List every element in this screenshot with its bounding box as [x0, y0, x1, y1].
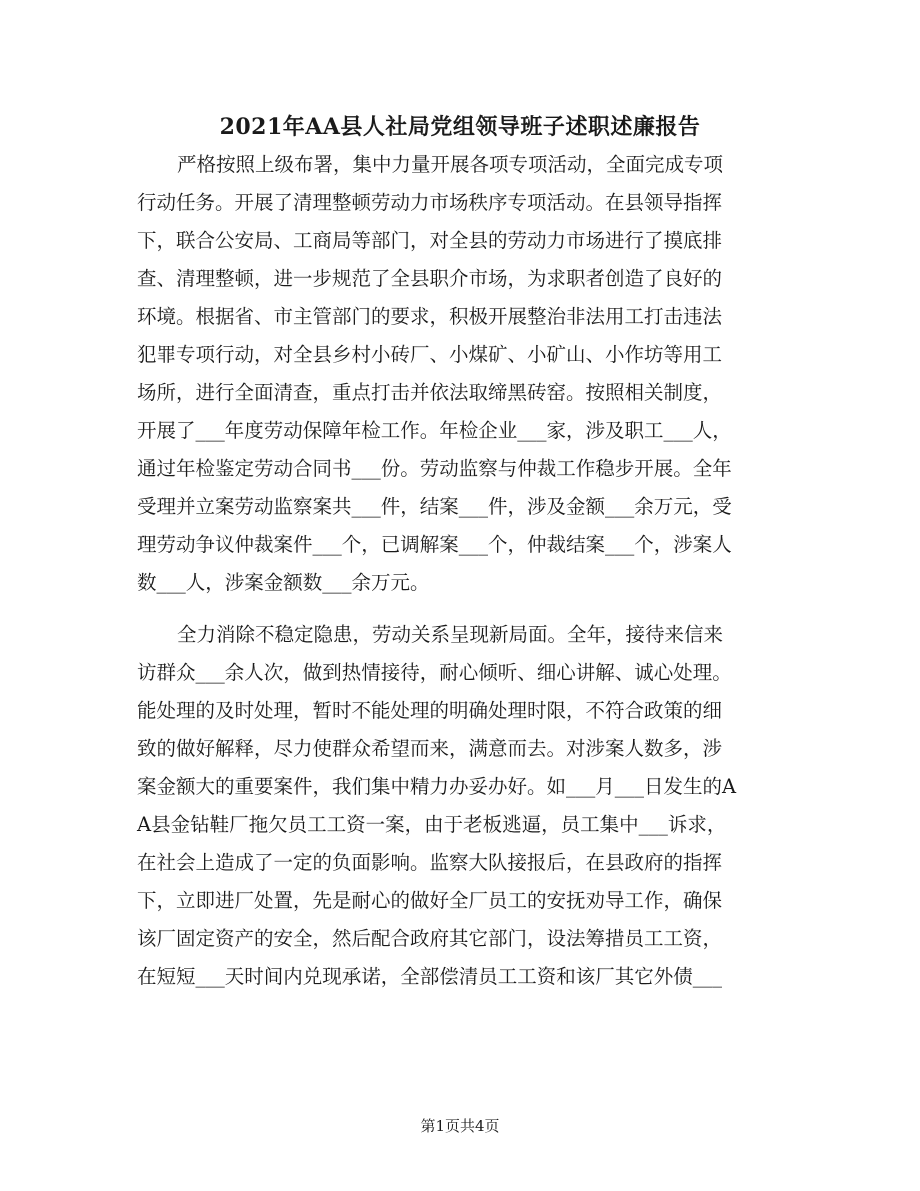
text-line: 查、清理整顿，进一步规范了全县职介市场，为求职者创造了良好的 [137, 267, 723, 290]
text-line: 能处理的及时处理，暂时不能处理的明确处理时限，不符合政策的细 [137, 699, 723, 722]
text-line: 行动任务。开展了清理整顿劳动力市场秩序专项活动。在县领导指挥 [137, 191, 723, 214]
text-line: A县金钻鞋厂拖欠员工工资一案，由于老板逃逼，员工集中___诉求， [137, 813, 727, 836]
document-title: 2021年AA县人社局党组领导班子述职述廉报告 [219, 114, 701, 140]
text-line: 在短短___天时间内兑现承诺，全部偿清员工工资和该厂其它外债___ [137, 965, 723, 988]
text-line: 通过年检鉴定劳动合同书___份。劳动监察与仲裁工作稳步开展。全年 [137, 457, 732, 480]
text-line: 在社会上造成了一定的负面影响。监察大队接报后，在县政府的指挥 [137, 851, 723, 874]
text-line: 访群众___余人次，做到热情接待，耐心倾听、细心讲解、诚心处理。 [137, 661, 732, 684]
page-number: 第1页共4页 [420, 1117, 500, 1135]
document-body [137, 146, 777, 996]
text-line: 案金额大的重要案件，我们集中精力办妥办好。如___月___日发生的A [137, 775, 737, 798]
text-line: 环境。根据省、市主管部门的要求，积极开展整治非法用工打击违法 [137, 305, 723, 328]
text-line: 受理并立案劳动监察案共___件，结案___件，涉及金额___余万元，受 [137, 495, 732, 518]
text-line: 场所，进行全面清查，重点打击并依法取缔黑砖窑。按照相关制度， [137, 381, 723, 404]
text-line: 致的做好解释，尽力使群众希望而来，满意而去。对涉案人数多，涉 [137, 737, 723, 760]
text-line: 下，联合公安局、工商局等部门，对全县的劳动力市场进行了摸底排 [137, 229, 723, 252]
text-line: 犯罪专项行动，对全县乡村小砖厂、小煤矿、小矿山、小作坊等用工 [137, 343, 723, 366]
paragraph [137, 146, 777, 602]
paragraph [137, 616, 777, 996]
text-line: 下，立即进厂处置，先是耐心的做好全厂员工的安抚劝导工作，确保 [137, 889, 723, 912]
text-line: 全力消除不稳定隐患，劳动关系呈现新局面。全年，接待来信来 [177, 623, 724, 646]
paragraph-gap [137, 602, 777, 616]
text-line: 该厂固定资产的安全，然后配合政府其它部门，设法筹措员工工资， [137, 927, 723, 950]
text-line: 数___人，涉案金额数___余万元。 [137, 571, 430, 594]
text-line: 理劳动争议仲裁案件___个，已调解案___个，仲裁结案___个，涉案人 [137, 533, 732, 556]
text-line: 严格按照上级布署，集中力量开展各项专项活动，全面完成专项 [177, 153, 724, 176]
text-line: 开展了___年度劳动保障年检工作。年检企业___家，涉及职工___人， [137, 419, 732, 442]
